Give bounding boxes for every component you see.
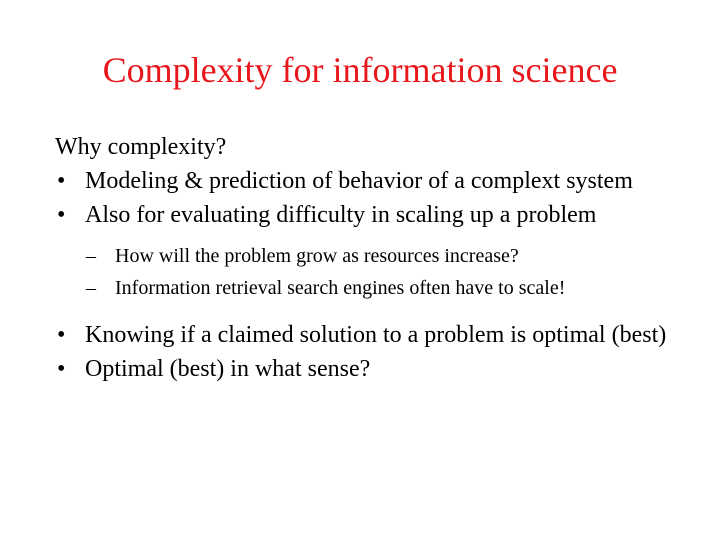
slide-title: Complexity for information science — [102, 50, 618, 90]
sub-bullet-item — [55, 272, 695, 304]
slide-body — [55, 130, 695, 386]
sub-bullet-text: Information retrieval search engines often have to scale! — [115, 277, 566, 299]
bullet-text: Modeling & prediction of behavior of a complext system — [85, 168, 633, 194]
bullet-text: Knowing if a claimed solution to a problem is optimal (best) — [85, 322, 667, 348]
bullet-text: Optimal (best) in what sense? — [85, 356, 371, 382]
sub-bullet-marker: – — [86, 245, 96, 267]
sub-bullet-item — [55, 240, 695, 272]
bullet-marker: • — [57, 322, 66, 348]
bullet-marker: • — [57, 202, 66, 228]
intro-text: Why complexity? — [55, 134, 227, 160]
bullet-item — [55, 318, 695, 352]
spacer — [55, 232, 695, 240]
spacer — [55, 304, 695, 318]
sub-bullet-marker: – — [86, 277, 96, 299]
bullet-item — [55, 164, 695, 198]
bullet-item — [55, 352, 695, 386]
bullet-marker: • — [57, 356, 66, 382]
bullet-item — [55, 198, 695, 232]
sub-bullet-text: How will the problem grow as resources increase? — [115, 245, 519, 267]
bullet-text: Also for evaluating difficulty in scaling up a problem — [85, 202, 597, 228]
bullet-marker: • — [57, 168, 66, 194]
